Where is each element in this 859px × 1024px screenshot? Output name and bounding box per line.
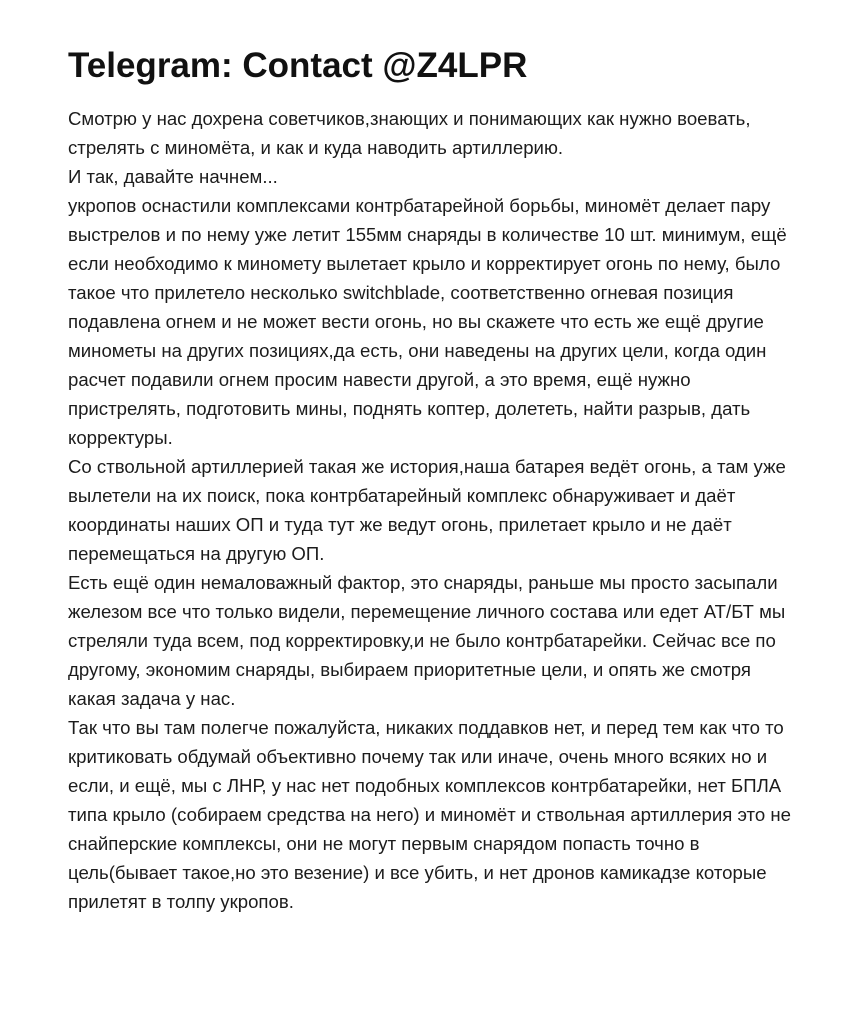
post-line: минометы на других позициях,да есть, они наведены на других цели, когда один [68,340,767,361]
post-line: критиковать обдумай объективно почему так или иначе, очень много всяких но и [68,746,768,767]
post-line: снайперские комплексы, они не могут первым снарядом попасть точно в [68,833,700,854]
post-body [68,104,828,916]
post-line: прилетят в толпу укропов. [68,891,294,912]
post-line: вылетели на их поиск, пока контрбатарейный комплекс обнаруживает и даёт [68,485,736,506]
post-line: цель(бывает такое,но это везение) и все убить, и нет дронов камикадзе которые [68,862,767,883]
post-line: выстрелов и по нему уже летит 155мм снаряды в количестве 10 шт. минимум, ещё [68,224,787,245]
post-line: какая задача у нас. [68,688,236,709]
post-line: железом все что только видели, перемещение личного состава или едет АТ/БТ мы [68,601,786,622]
post-line: стрелять с миномёта, и как и куда наводить артиллерию. [68,137,564,158]
post-line: укропов оснастили комплексами контрбатарейной борьбы, миномёт делает пару [68,195,771,216]
page-title: Telegram: Contact @Z4LPR [68,46,528,85]
post-line: другому, экономим снаряды, выбираем приоритетные цели, и опять же смотря [68,659,751,680]
post-line: расчет подавили огнем просим навести другой, а это время, ещё нужно [68,369,691,390]
post-line: перемещаться на другую ОП. [68,543,325,564]
telegram-post-page [68,44,828,916]
post-line: пристрелять, подготовить мины, поднять коптер, долететь, найти разрыв, дать [68,398,751,419]
post-line: типа крыло (собираем средства на него) и миномёт и ствольная артиллерия это не [68,804,791,825]
post-line: стреляли туда всем, под корректировку,и не было контрбатарейки. Сейчас все по [68,630,776,651]
post-line: Есть ещё один немаловажный фактор, это снаряды, раньше мы просто засыпали [68,572,778,593]
post-line: Так что вы там полегче пожалуйста, никаких поддавков нет, и перед тем как что то [68,717,784,738]
post-line: такое что прилетело несколько switchblade, соответственно огневая позиция [68,282,734,303]
post-line: Со ствольной артиллерией такая же история,наша батарея ведёт огонь, а там уже [68,456,786,477]
post-line: подавлена огнем и не может вести огонь, но вы скажете что есть же ещё другие [68,311,764,332]
post-line: Смотрю у нас дохрена советчиков,знающих и понимающих как нужно воевать, [68,108,751,129]
post-line: если необходимо к миномету вылетает крыло и корректирует огонь по нему, было [68,253,781,274]
post-line: корректуры. [68,427,173,448]
post-line: если, и ещё, мы с ЛНР, у нас нет подобных комплексов контрбатарейки, нет БПЛА [68,775,782,796]
post-line: И так, давайте начнем... [68,166,278,187]
post-line: координаты наших ОП и туда тут же ведут огонь, прилетает крыло и не даёт [68,514,732,535]
